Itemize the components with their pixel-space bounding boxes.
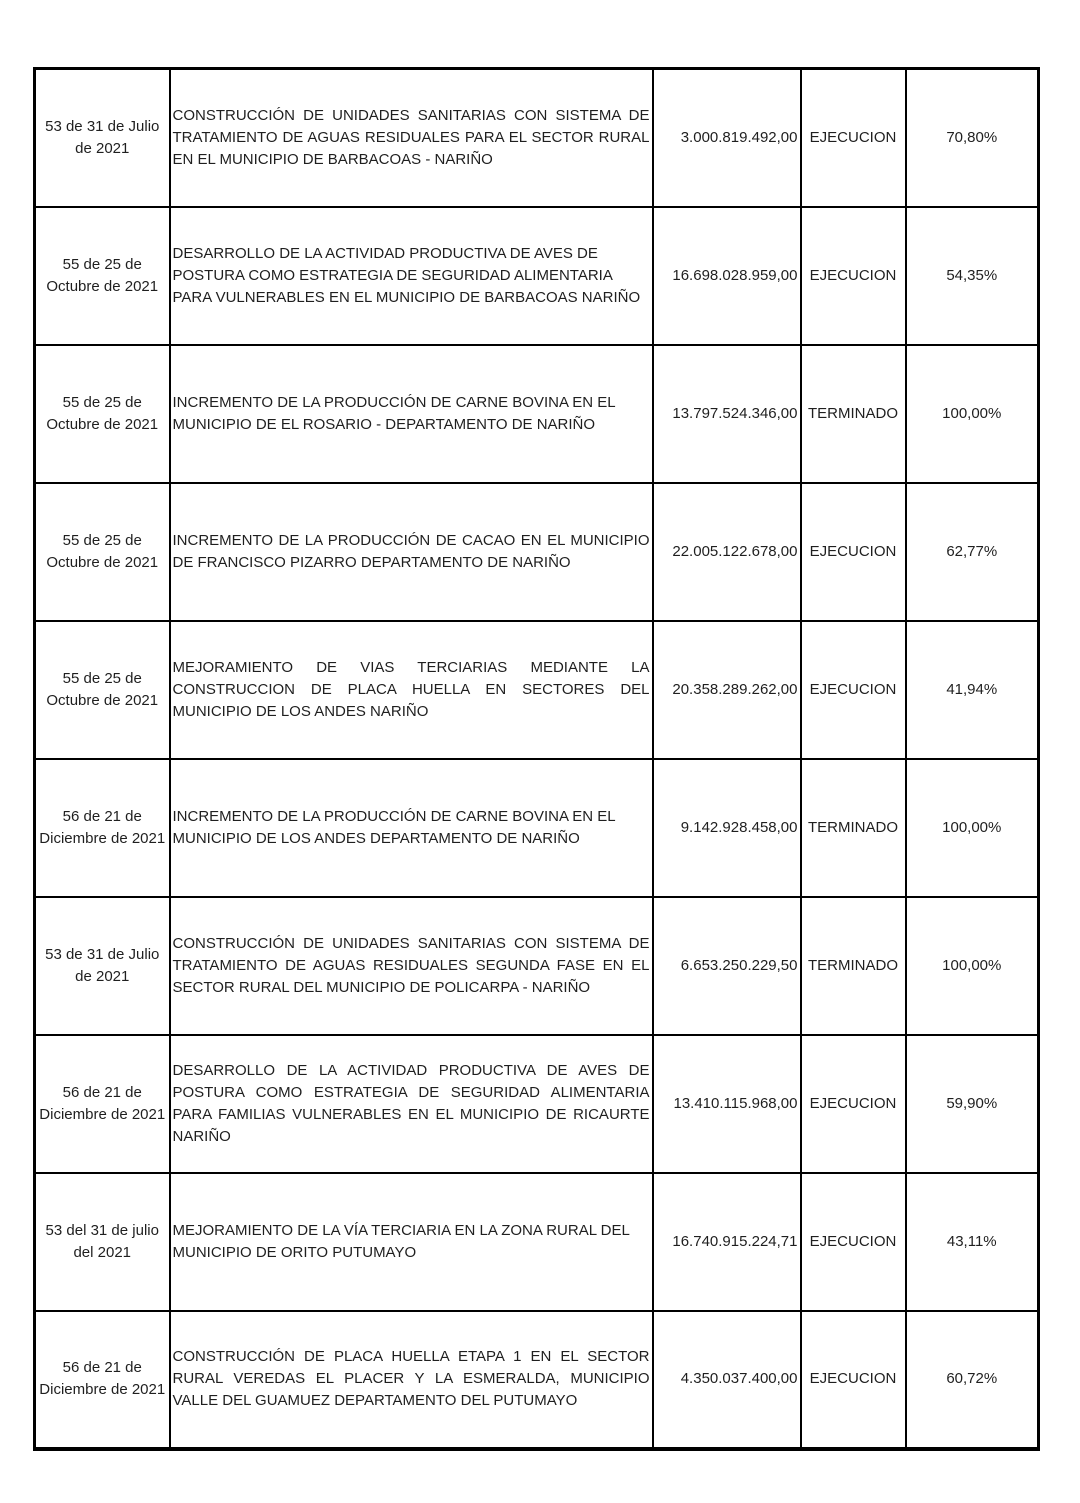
- report-date-cell: 55 de 25 de Octubre de 2021: [35, 207, 170, 345]
- project-progress-cell: 62,77%: [906, 483, 1039, 621]
- report-date-cell: 55 de 25 de Octubre de 2021: [35, 621, 170, 759]
- project-progress-cell: 60,72%: [906, 1311, 1039, 1449]
- report-date-cell: 56 de 21 de Diciembre de 2021: [35, 759, 170, 897]
- project-description-cell: DESARROLLO DE LA ACTIVIDAD PRODUCTIVA DE AVES DE POSTURA COMO ESTRATEGIA DE SEGURIDAD ALIMENTARIA PARA VULNERABLES EN EL MUNICIPIO DE BARBACOAS NARIÑO: [170, 207, 653, 345]
- project-status-cell: EJECUCION: [801, 621, 906, 759]
- project-value-cell: 13.410.115.968,00: [653, 1035, 801, 1173]
- project-value-cell: 6.653.250.229,50: [653, 897, 801, 1035]
- project-description-cell: INCREMENTO DE LA PRODUCCIÓN DE CARNE BOVINA EN EL MUNICIPIO DE LOS ANDES DEPARTAMENTO DE NARIÑO: [170, 759, 653, 897]
- project-status-cell: TERMINADO: [801, 759, 906, 897]
- table-row: [35, 759, 1039, 897]
- table-row: [35, 207, 1039, 345]
- project-progress-cell: 100,00%: [906, 897, 1039, 1035]
- project-progress-cell: 100,00%: [906, 759, 1039, 897]
- project-status-cell: EJECUCION: [801, 207, 906, 345]
- project-status-cell: EJECUCION: [801, 1173, 906, 1311]
- project-description-cell: MEJORAMIENTO DE LA VÍA TERCIARIA EN LA ZONA RURAL DEL MUNICIPIO DE ORITO PUTUMAYO: [170, 1173, 653, 1311]
- table-row: [35, 1035, 1039, 1173]
- report-date-cell: 55 de 25 de Octubre de 2021: [35, 483, 170, 621]
- project-description-cell: MEJORAMIENTO DE VIAS TERCIARIAS MEDIANTE LA CONSTRUCCION DE PLACA HUELLA EN SECTORES DEL MUNICIPIO DE LOS ANDES NARIÑO: [170, 621, 653, 759]
- project-value-cell: 20.358.289.262,00: [653, 621, 801, 759]
- table-row: [35, 1311, 1039, 1449]
- report-date-cell: 56 de 21 de Diciembre de 2021: [35, 1311, 170, 1449]
- project-description-cell: DESARROLLO DE LA ACTIVIDAD PRODUCTIVA DE AVES DE POSTURA COMO ESTRATEGIA DE SEGURIDAD ALIMENTARIA PARA FAMILIAS VULNERABLES EN EL MUNICIPIO DE RICAURTE NARIÑO: [170, 1035, 653, 1173]
- project-progress-cell: 70,80%: [906, 69, 1039, 207]
- project-status-cell: EJECUCION: [801, 483, 906, 621]
- project-description-cell: CONSTRUCCIÓN DE UNIDADES SANITARIAS CON SISTEMA DE TRATAMIENTO DE AGUAS RESIDUALES SEGUNDA FASE EN EL SECTOR RURAL DEL MUNICIPIO DE POLICARPA - NARIÑO: [170, 897, 653, 1035]
- project-progress-cell: 54,35%: [906, 207, 1039, 345]
- table-row: [35, 897, 1039, 1035]
- project-status-cell: EJECUCION: [801, 1311, 906, 1449]
- table-row: [35, 69, 1039, 207]
- project-value-cell: 22.005.122.678,00: [653, 483, 801, 621]
- project-description-cell: CONSTRUCCIÓN DE UNIDADES SANITARIAS CON SISTEMA DE TRATAMIENTO DE AGUAS RESIDUALES PARA EL SECTOR RURAL EN EL MUNICIPIO DE BARBACOAS - NARIÑO: [170, 69, 653, 207]
- project-progress-cell: 43,11%: [906, 1173, 1039, 1311]
- report-date-cell: 53 del 31 de julio del 2021: [35, 1173, 170, 1311]
- project-progress-cell: 41,94%: [906, 621, 1039, 759]
- project-value-cell: 4.350.037.400,00: [653, 1311, 801, 1449]
- project-progress-cell: 59,90%: [906, 1035, 1039, 1173]
- project-value-cell: 13.797.524.346,00: [653, 345, 801, 483]
- project-description-cell: INCREMENTO DE LA PRODUCCIÓN DE CACAO EN EL MUNICIPIO DE FRANCISCO PIZARRO DEPARTAMENTO DE NARIÑO: [170, 483, 653, 621]
- project-status-cell: TERMINADO: [801, 345, 906, 483]
- table-row: [35, 483, 1039, 621]
- report-date-cell: 53 de 31 de Julio de 2021: [35, 69, 170, 207]
- table-row: [35, 621, 1039, 759]
- project-status-cell: EJECUCION: [801, 69, 906, 207]
- project-description-cell: CONSTRUCCIÓN DE PLACA HUELLA ETAPA 1 EN EL SECTOR RURAL VEREDAS EL PLACER Y LA ESMERALDA, MUNICIPIO VALLE DEL GUAMUEZ DEPARTAMENTO DEL PUTUMAYO: [170, 1311, 653, 1449]
- project-progress-cell: 100,00%: [906, 345, 1039, 483]
- project-description-cell: INCREMENTO DE LA PRODUCCIÓN DE CARNE BOVINA EN EL MUNICIPIO DE EL ROSARIO - DEPARTAMENTO DE NARIÑO: [170, 345, 653, 483]
- table-row: [35, 345, 1039, 483]
- projects-table-body: [35, 69, 1039, 1449]
- report-date-cell: 53 de 31 de Julio de 2021: [35, 897, 170, 1035]
- project-value-cell: 3.000.819.492,00: [653, 69, 801, 207]
- project-value-cell: 9.142.928.458,00: [653, 759, 801, 897]
- project-status-cell: TERMINADO: [801, 897, 906, 1035]
- project-value-cell: 16.740.915.224,71: [653, 1173, 801, 1311]
- table-row: [35, 1173, 1039, 1311]
- project-status-cell: EJECUCION: [801, 1035, 906, 1173]
- report-date-cell: 56 de 21 de Diciembre de 2021: [35, 1035, 170, 1173]
- report-date-cell: 55 de 25 de Octubre de 2021: [35, 345, 170, 483]
- project-value-cell: 16.698.028.959,00: [653, 207, 801, 345]
- projects-execution-table: [33, 67, 1040, 1451]
